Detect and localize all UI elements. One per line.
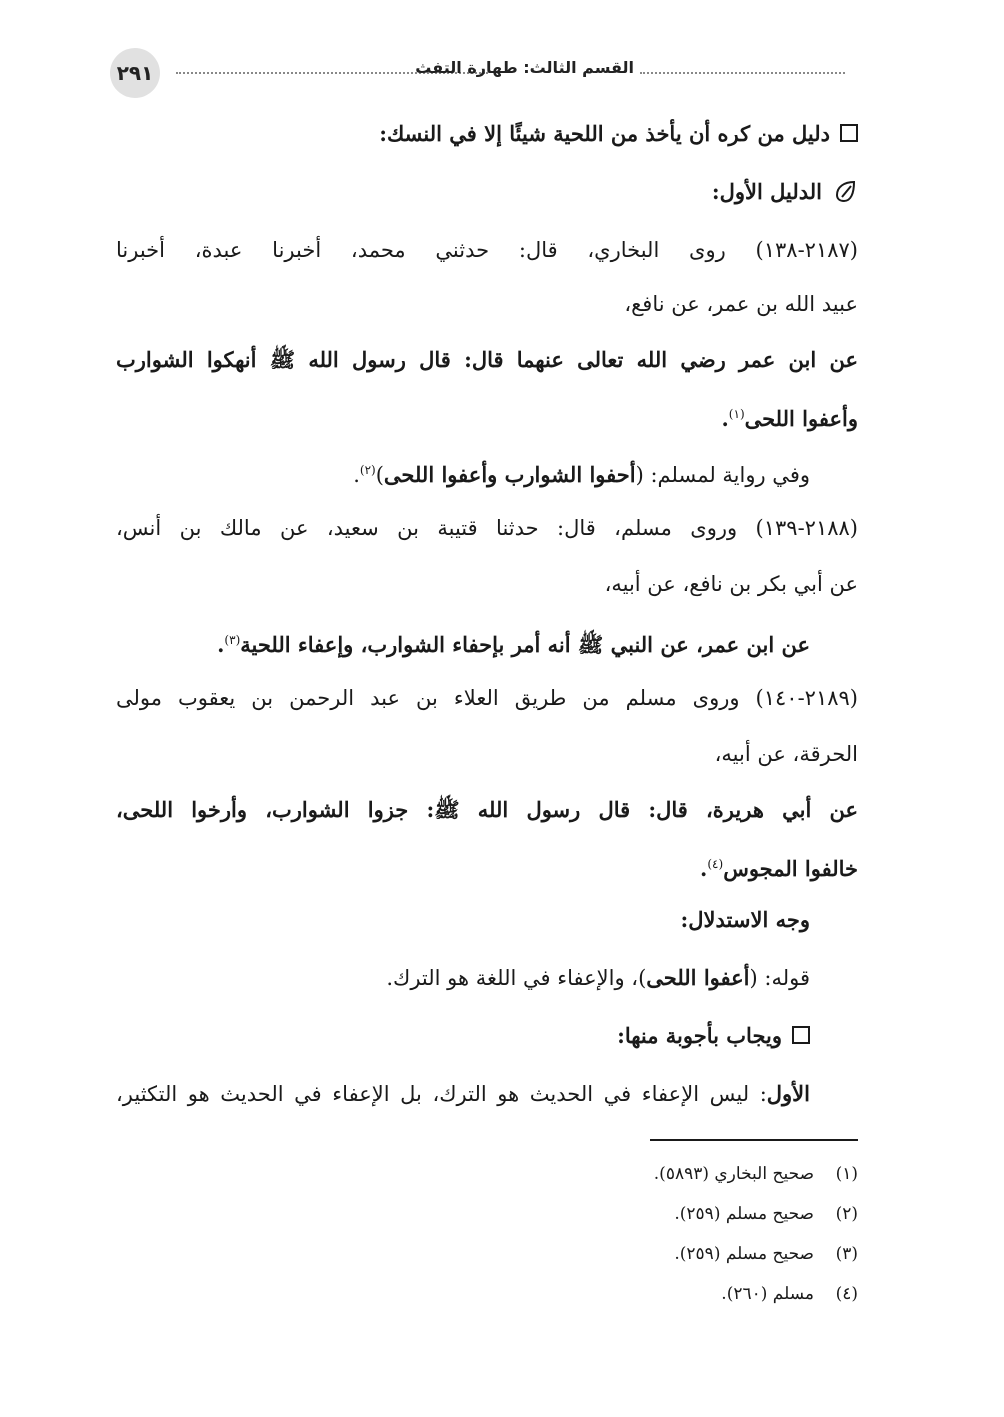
paragraph-line: (٢١٨٩-١٤٠) وروى مسلم من طريق العلاء بن عبد الرحمن بن يعقوب مولى xyxy=(116,686,858,710)
footnote-marker[interactable]: (١) xyxy=(728,407,745,421)
footnote: (٤)مسلم (٢٦٠). xyxy=(721,1284,858,1304)
paragraph-line: عن أبي بكر بن نافع، عن أبيه، xyxy=(604,572,858,596)
hadith-text-line: خالفوا المجوس$^{(٤)}$. xyxy=(700,856,858,881)
paragraph-line: الحرقة، عن أبيه، xyxy=(714,742,858,766)
subsection-heading: الدليل الأول: xyxy=(116,178,858,206)
hadith-text-line: عن أبي هريرة، قال: قال رسول الله ﷺ: جزوا الشوارب، وأرخوا اللحى، xyxy=(116,797,858,822)
section-heading: دليل من كره أن يأخذ من اللحية شيئًا إلا في النسك: xyxy=(116,120,858,148)
hadith-text-line: عن ابن عمر رضي الله تعالى عنهما قال: قال رسول الله ﷺ أنهكوا الشوارب xyxy=(116,347,858,372)
page-header xyxy=(110,48,858,98)
paragraph-line: عبيد الله بن عمر، عن نافع، xyxy=(624,292,858,316)
footnote: (١)صحيح البخاري (٥٨٩٣). xyxy=(653,1164,858,1184)
paragraph-line: وفي رواية لمسلم: (أحفوا الشوارب وأعفوا اللحى)$^{(٢)}$. xyxy=(353,462,810,487)
paragraph-line: (٢١٨٧-١٣٨) روى البخاري، قال: حدثني محمد، أخبرنا عبدة، أخبرنا xyxy=(116,238,858,262)
footnote-separator xyxy=(650,1139,858,1141)
hadith-text-line: وأعفوا اللحى$^{(١)}$. xyxy=(721,406,858,431)
section-heading: ويجاب بأجوبة منها: xyxy=(116,1022,810,1050)
subsection-heading: وجه الاستدلال: xyxy=(680,907,810,932)
square-bullet-icon xyxy=(792,1026,810,1044)
footnote-marker[interactable]: (٣) xyxy=(224,633,241,647)
paragraph-line: الأول: ليس الإعفاء في الحديث هو الترك، بل الإعفاء في الحديث هو التكثير، xyxy=(116,1081,810,1106)
header-dotted-rule xyxy=(640,72,845,74)
paragraph-line: (٢١٨٨-١٣٩) وروى مسلم، قال: حدثنا قتيبة بن سعيد، عن مالك بن أنس، xyxy=(116,516,858,540)
paragraph-line: قوله: (أعفوا اللحى)، والإعفاء في اللغة هو الترك. xyxy=(386,965,810,990)
square-bullet-icon xyxy=(840,124,858,142)
page-number: ٢٩١ xyxy=(110,48,160,98)
footnote: (٢)صحيح مسلم (٢٥٩). xyxy=(674,1204,858,1224)
footnote-marker[interactable]: (٤) xyxy=(707,857,724,871)
running-title: القسم الثالث: طهارة التفث xyxy=(415,58,634,77)
footnote-marker[interactable]: (٢) xyxy=(359,463,376,477)
footnote: (٣)صحيح مسلم (٢٥٩). xyxy=(674,1244,858,1264)
hadith-text-line: عن ابن عمر، عن النبي ﷺ أنه أمر بإحفاء الشوارب، وإعفاء اللحية$^{(٣)}$. xyxy=(217,632,810,657)
leaf-ornament-icon xyxy=(832,178,858,204)
